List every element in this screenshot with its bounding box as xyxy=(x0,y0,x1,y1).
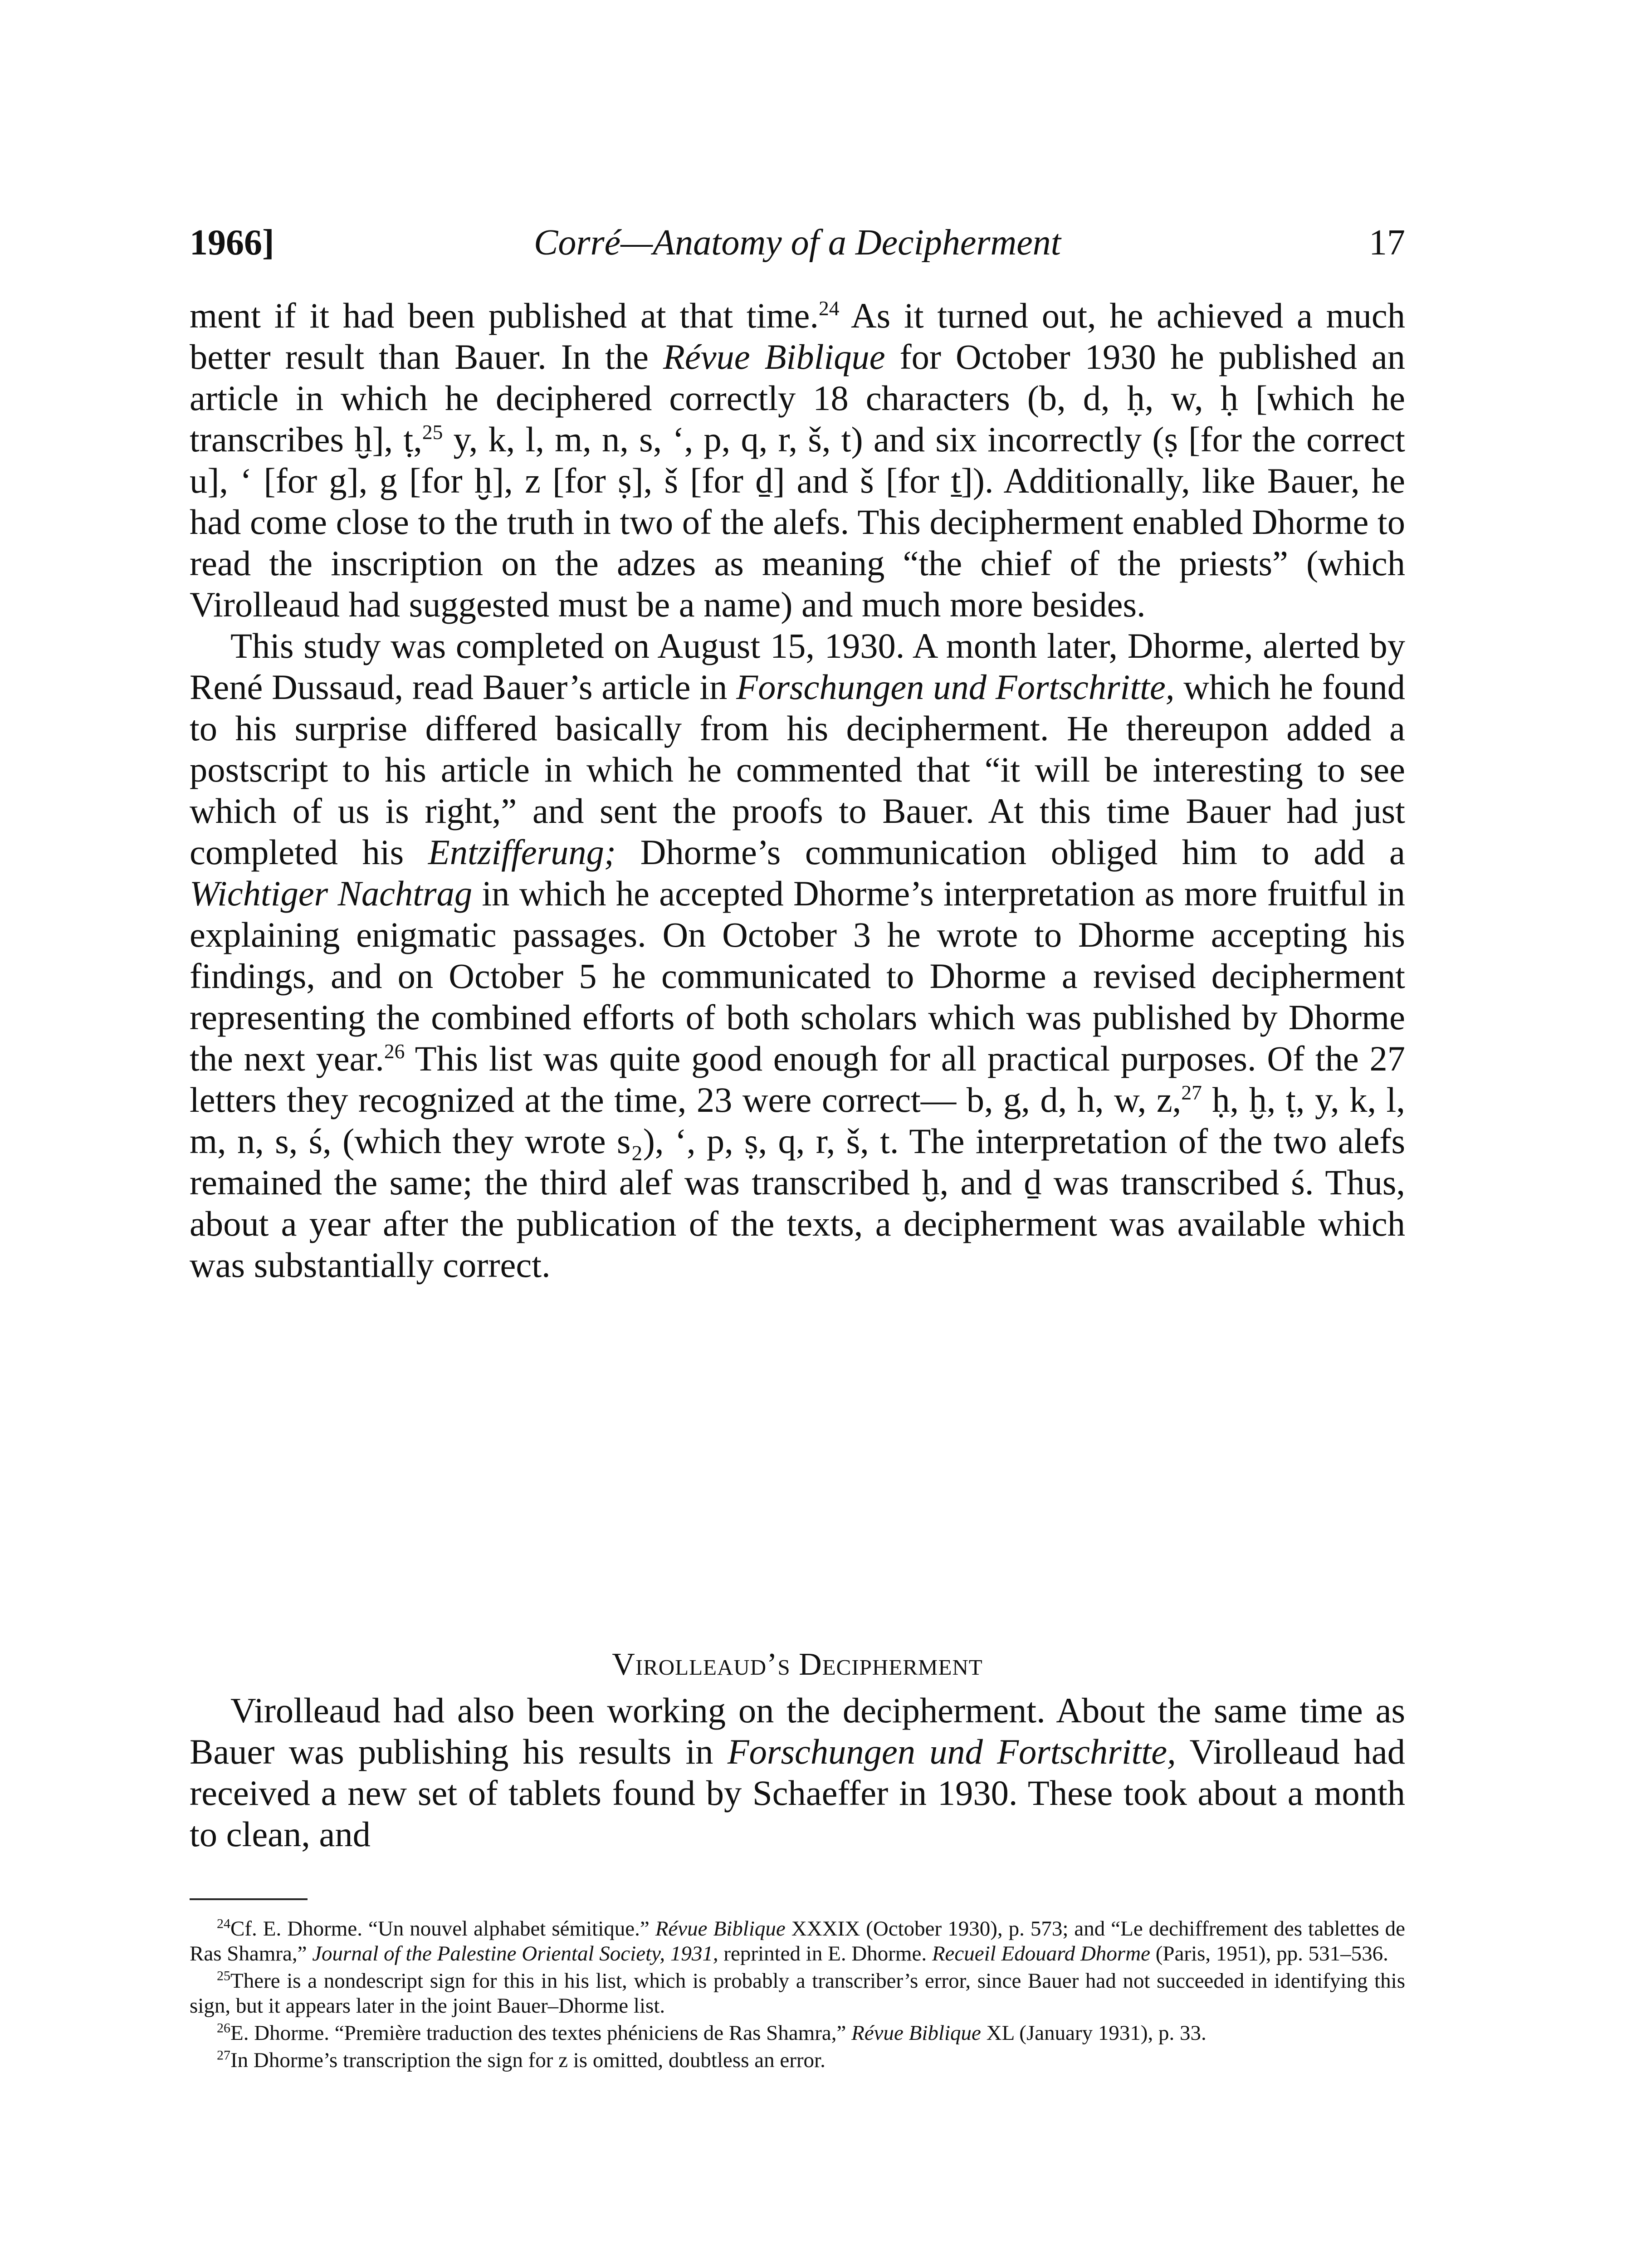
text-run: y, k, l, m, n, s, ‘, p, q, r, š, t) and six incorrectly (ṣ [for the correct u], ‘ [for g], g [for ḫ], z [for ṣ], š [for ḏ] and š [for ṯ]). Additionally, like Bauer, he had come close to the truth in two of the alefs. This decipherment enabled Dhorme to read the inscription on the adzes as meaning “the chief of the priests” (which Virolleaud had suggested must be a name) and much more besides. xyxy=(190,420,1405,624)
journal-page xyxy=(190,0,1405,2268)
text-run: ḥ, ḫ, ṭ, y, k, l, m, n, s, ś, (which they wrote s₂), ‘, p, ṣ, q, r, š, t. The interpretation of the two alefs remained the same; the third alef was transcribed ḫ, and ḏ was transcribed ś. Thus, about a year after the publication of the texts, a decipherment was available which was substantially correct. xyxy=(190,1080,1405,1285)
running-head-year: 1966] xyxy=(190,223,274,263)
page-number: 17 xyxy=(1369,223,1405,263)
footnote-ref-27: 27 xyxy=(1181,1080,1202,1104)
text-run: In Dhorme’s transcription the sign for z is omitted, doubtless an error. xyxy=(230,2048,826,2072)
text-run: Virolleaud had received a new set of tablets found by Schaeffer in 1930. These took about a month to clean, and xyxy=(190,1732,1405,1854)
work-title: Entzifferung; xyxy=(428,832,616,872)
journal-title: Révue Biblique xyxy=(851,2021,981,2045)
footnote-25 xyxy=(190,1969,1405,2019)
footnote-ref-25: 25 xyxy=(422,420,443,444)
running-head xyxy=(190,218,1405,268)
work-title: Wichtiger Nachtrag xyxy=(190,874,473,913)
section-heading: Virolleaud’s Decipherment xyxy=(612,1647,983,1682)
main-text xyxy=(190,295,1405,1286)
text-run: ment if it had been published at that time. xyxy=(190,296,819,335)
footnote-number: 27 xyxy=(217,2048,230,2063)
footnote-24 xyxy=(190,1916,1405,1966)
footnote-number: 24 xyxy=(217,1916,230,1931)
footnote-number: 26 xyxy=(217,2020,230,2036)
paragraph-1 xyxy=(190,295,1405,625)
footnote-number: 25 xyxy=(217,1968,230,1984)
footnote-ref-26: 26 xyxy=(384,1039,405,1063)
main-text-continued xyxy=(190,1690,1405,1855)
text-run: As it turned out, he achieved a much better result than Bauer. In the xyxy=(190,296,1405,376)
journal-title: Forschungen und Fortschritte, xyxy=(727,1732,1176,1771)
footnote-divider xyxy=(190,1898,308,1900)
text-run: This list was quite good enough for all practical purposes. Of the 27 letters they recognized at the time, 23 were correct— b, g, d, h, w, z, xyxy=(190,1039,1405,1119)
text-run: This study was completed on August 15, 1930. A month later, Dhorme, alerted by René Dussaud, read Bauer’s article in xyxy=(190,626,1405,707)
journal-title: Journal of the Palestine Oriental Society, 1931, xyxy=(312,1942,718,1965)
running-head-title: Corré—Anatomy of a Decipherment xyxy=(533,223,1061,263)
footnote-ref-24: 24 xyxy=(819,296,840,320)
text-run: in which he accepted Dhorme’s interpretation as more fruitful in explaining enigmatic passages. On October 3 he wrote to Dhorme accepting his findings, and on October 5 he communicated to Dhorme a revised decipherment representing the combined efforts of both scholars which was published by Dhorme the next year. xyxy=(190,874,1405,1078)
text-run: (Paris, 1951), pp. 531–536. xyxy=(1150,1942,1388,1965)
text-run: XXXIX (October 1930), p. 573; and “Le dechiffrement des tablettes de Ras Shamra,” xyxy=(190,1917,1405,1965)
text-run: Cf. E. Dhorme. “Un nouvel alphabet sémitique.” xyxy=(230,1917,655,1941)
footnotes xyxy=(190,1916,1405,2075)
text-run: Dhorme’s communication obliged him to add a xyxy=(616,832,1405,872)
paragraph-3 xyxy=(190,1690,1405,1855)
paragraph-2 xyxy=(190,625,1405,1286)
text-run: Virolleaud had also been working on the decipherment. About the same time as Bauer was publishing his results in xyxy=(190,1691,1405,1771)
text-run: There is a nondescript sign for this in his list, which is probably a transcriber’s error, since Bauer had not succeeded in identifying this sign, but it appears later in the joint Bauer–Dhorme list. xyxy=(190,1969,1405,2018)
journal-title: Révue Biblique xyxy=(663,337,885,376)
footnote-27 xyxy=(190,2048,1405,2073)
text-run: which he found to his surprise differed basically from his decipherment. He thereupon added a postscript to his article in which he commented that “it will be interesting to see which of us is right,” and sent the proofs to Bauer. At this time Bauer had just completed his xyxy=(190,667,1405,872)
book-title: Recueil Edouard Dhorme xyxy=(932,1942,1151,1965)
text-run: for October 1930 he published an article in which he deciphered correctly 18 characters (b, d, ḥ, w, ḥ [which he transcribes ḫ], ṭ, xyxy=(190,337,1405,459)
journal-title: Révue Biblique xyxy=(655,1917,786,1941)
text-run: reprinted in E. Dhorme. xyxy=(718,1942,932,1965)
footnote-26 xyxy=(190,2021,1405,2046)
text-run: E. Dhorme. “Première traduction des textes phéniciens de Ras Shamra,” xyxy=(230,2021,852,2045)
journal-title: Forschungen und Fortschritte, xyxy=(736,667,1175,707)
text-run: XL (January 1931), p. 33. xyxy=(981,2021,1206,2045)
